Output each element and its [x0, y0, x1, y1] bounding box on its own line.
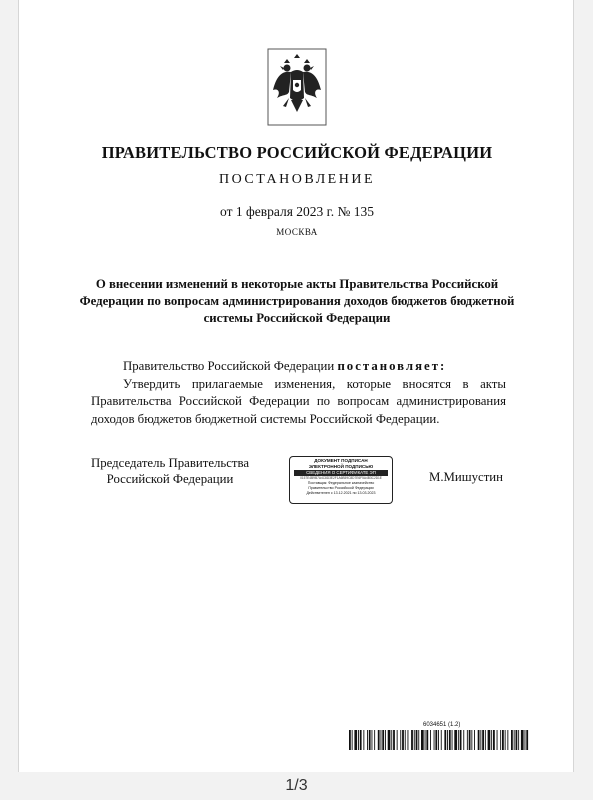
document-date-number: от 1 февраля 2023 г. № 135	[220, 204, 374, 219]
barcode-bar	[458, 730, 459, 750]
barcode-bar	[511, 730, 513, 750]
resolution-paragraph: Утвердить прилагаемые изменения, которые вносятся в акты Правительства Российской Федерации по вопросам администрирования доходов бюджетов бюджетной системы Российской Федерации.	[91, 376, 506, 426]
barcode-bar	[358, 730, 359, 750]
barcode-bar	[478, 730, 480, 750]
barcode-number: 6034651 (1.2)	[423, 722, 461, 728]
barcode-bar	[480, 730, 481, 750]
barcode-bar	[360, 730, 362, 750]
barcode-bar	[367, 730, 368, 750]
barcode-bar	[426, 730, 428, 750]
barcode-bar	[500, 730, 501, 750]
barcode-bar	[454, 730, 457, 750]
barcode-bar	[485, 730, 486, 750]
barcode-bar	[452, 730, 453, 750]
barcode-bar	[488, 730, 491, 750]
electronic-signature-stamp	[289, 456, 393, 504]
barcode-bar	[438, 730, 439, 750]
barcode-bar	[416, 730, 418, 750]
stamp-validity: Действителен с 13.12.2021 по 13.03.2023	[306, 491, 376, 495]
barcode-bar	[354, 730, 357, 750]
stamp-owner: Правительство Российской Федерации	[308, 486, 374, 490]
document-page	[18, 0, 574, 772]
barcode-bar	[463, 730, 464, 750]
signer-position	[85, 455, 255, 487]
barcode-bar	[493, 730, 495, 750]
coat-of-arms-emblem	[267, 48, 327, 126]
barcode-bar	[526, 730, 528, 750]
barcode-bar	[444, 730, 446, 750]
barcode-bar	[411, 730, 413, 750]
barcode-bar	[449, 730, 451, 750]
barcode-bar	[388, 730, 391, 750]
barcode-bar	[434, 730, 435, 750]
barcode-bar	[497, 730, 498, 750]
stamp-text-1: ДОКУМЕНТ ПОДПИСАН	[314, 458, 368, 463]
barcode-bar	[393, 730, 395, 750]
barcode-bar	[514, 730, 515, 750]
document-body	[91, 358, 506, 428]
preamble-paragraph	[91, 358, 506, 376]
stamp-issuer: Поставщик: Федеральное казначейство	[307, 481, 375, 485]
barcode-bar	[505, 730, 506, 750]
barcode-bar	[372, 730, 373, 750]
barcode-bar	[460, 730, 462, 750]
barcode-bar	[405, 730, 406, 750]
barcode-bar	[408, 730, 409, 750]
barcode-bar	[469, 730, 471, 750]
page-indicator: 1/3	[285, 777, 308, 794]
barcode-bar	[418, 730, 419, 750]
stamp-line-signed	[290, 458, 392, 470]
barcode-bar	[382, 730, 384, 750]
barcode-bar	[369, 730, 371, 750]
barcode-bar	[352, 730, 353, 750]
barcode-bar	[491, 730, 492, 750]
signer-position-line-1: Председатель Правительства	[90, 456, 250, 470]
signer-position-line-2: Российской Федерации	[106, 472, 234, 486]
barcode-bar	[507, 730, 508, 750]
stamp-text-1b: ЭЛЕКТРОННОЙ ПОДПИСЬЮ	[308, 464, 374, 469]
preamble-verb: постановляет:	[337, 359, 447, 373]
barcode-bar	[474, 730, 475, 750]
stamp-certificate-id: 0157E4B9B7A4C8D3E2F1A6B59C8D7E6F5A4B3C2D1E	[300, 476, 382, 480]
barcode-bar	[391, 730, 392, 750]
document-subject: О внесении изменений в некоторые акты Правительства Российской Федерации по вопросам администрирования доходов бюджетов бюджетной системы Российской Федерации	[79, 277, 515, 325]
barcode-bar	[435, 730, 437, 750]
barcode-bar	[378, 730, 380, 750]
barcode-bar	[402, 730, 404, 750]
barcode-bar	[518, 730, 519, 750]
barcode-bar	[516, 730, 518, 750]
government-title: ПРАВИТЕЛЬСТВО РОССИЙСКОЙ ФЕДЕРАЦИИ	[101, 143, 493, 162]
barcode-bar	[397, 730, 398, 750]
document-city: МОСКВА	[276, 227, 318, 237]
barcode-bar	[400, 730, 401, 750]
signer-name: М.Мишустин	[428, 470, 503, 484]
barcode-bar	[381, 730, 382, 750]
barcode-bar	[525, 730, 526, 750]
barcode-icon	[349, 730, 529, 750]
barcode-bar	[471, 730, 472, 750]
barcode-bar	[425, 730, 426, 750]
preamble-text: Правительство Российской Федерации	[123, 359, 338, 373]
document-type: ПОСТАНОВЛЕНИЕ	[218, 172, 376, 187]
stamp-certificate-header: СВЕДЕНИЯ О СЕРТИФИКАТЕ ЭП	[294, 470, 388, 476]
barcode-bar	[447, 730, 448, 750]
barcode-bar	[502, 730, 504, 750]
barcode-bar	[414, 730, 415, 750]
barcode-bar	[349, 730, 351, 750]
barcode-bar	[421, 730, 424, 750]
barcode-bar	[467, 730, 468, 750]
barcode-bar	[482, 730, 484, 750]
barcode-bar	[521, 730, 524, 750]
double-headed-eagle-icon	[267, 48, 327, 126]
barcode-bar	[430, 730, 431, 750]
barcode-bar	[441, 730, 442, 750]
barcode-bar	[363, 730, 364, 750]
barcode-bar	[385, 730, 386, 750]
barcode-bar	[374, 730, 375, 750]
